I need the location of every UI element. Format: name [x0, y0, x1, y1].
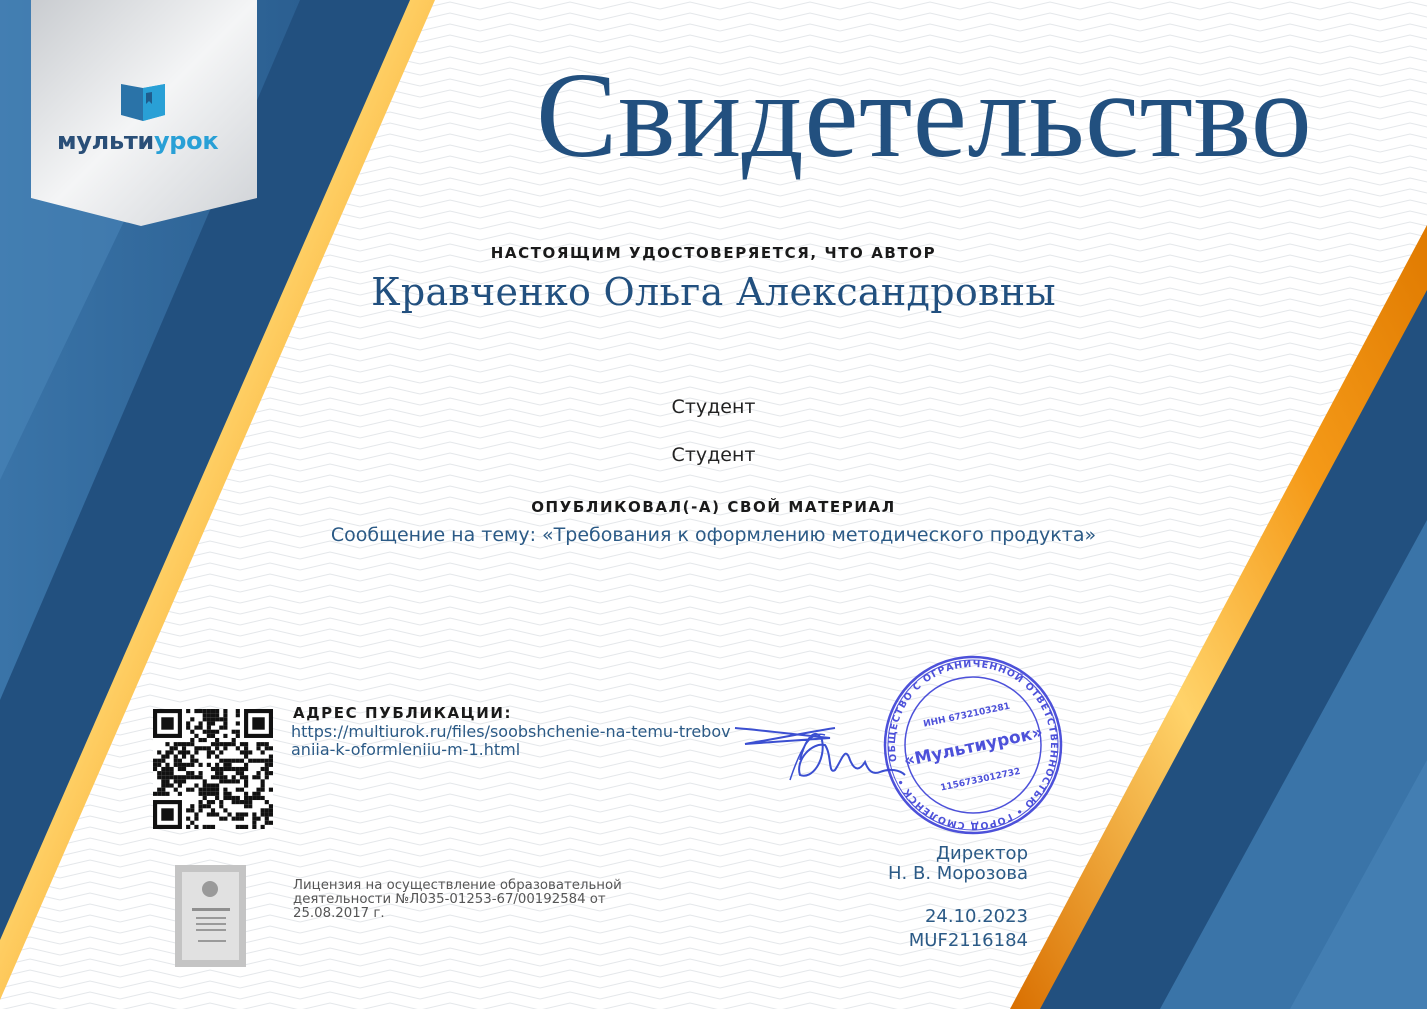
license-document-icon	[175, 865, 246, 967]
director-title: Директор	[935, 843, 1028, 864]
book-icon	[121, 84, 165, 121]
certificate-title: Свидетельство	[536, 48, 1313, 183]
author-position-2: Студент	[671, 444, 756, 466]
logo-text-part2: урок	[153, 127, 219, 155]
company-stamp	[878, 655, 1068, 835]
publication-address-label: АДРЕС ПУБЛИКАЦИИ:	[293, 704, 513, 722]
stamp-ogrn: 1156733012732	[939, 766, 1022, 794]
stamp-center-text: «Мультиурок»	[902, 722, 1045, 772]
publication-url-link[interactable]: https://multiurok.ru/files/soobshchenie-na-temu-trebovaniia-k-oformleniiu-m-1.html	[291, 722, 731, 759]
logo-text-part1: мульти	[57, 127, 154, 155]
material-title: Сообщение на тему: «Требования к оформлению методического продукта»	[330, 524, 1097, 546]
stamp-ring-text: ОБЩЕСТВО С ОГРАНИЧЕННОЙ ОТВЕТСТВЕННОСТЬЮ • ГОРОД СМОЛЕНСК •	[886, 658, 1060, 832]
logo	[57, 127, 218, 155]
confirms-label: НАСТОЯЩИМ УДОСТОВЕРЯЕТСЯ, ЧТО АВТОР	[490, 244, 937, 262]
issue-date: 24.10.2023	[924, 906, 1028, 927]
certificate-code: MUF2116184	[908, 930, 1028, 951]
stamp-inn: ИНН 6732103281	[922, 701, 1012, 730]
qr-code[interactable]	[153, 709, 273, 829]
author-position-1: Студент	[671, 396, 756, 418]
published-label: ОПУБЛИКОВАЛ(-А) СВОЙ МАТЕРИАЛ	[531, 498, 896, 516]
license-text: Лицензия на осуществление образовательной деятельности №Л035-01253-67/00192584 от 25.08.2017 г.	[293, 878, 622, 921]
director-name: Н. В. Морозова	[888, 863, 1028, 884]
author-name: Кравченко Ольга Александровны	[371, 270, 1056, 314]
